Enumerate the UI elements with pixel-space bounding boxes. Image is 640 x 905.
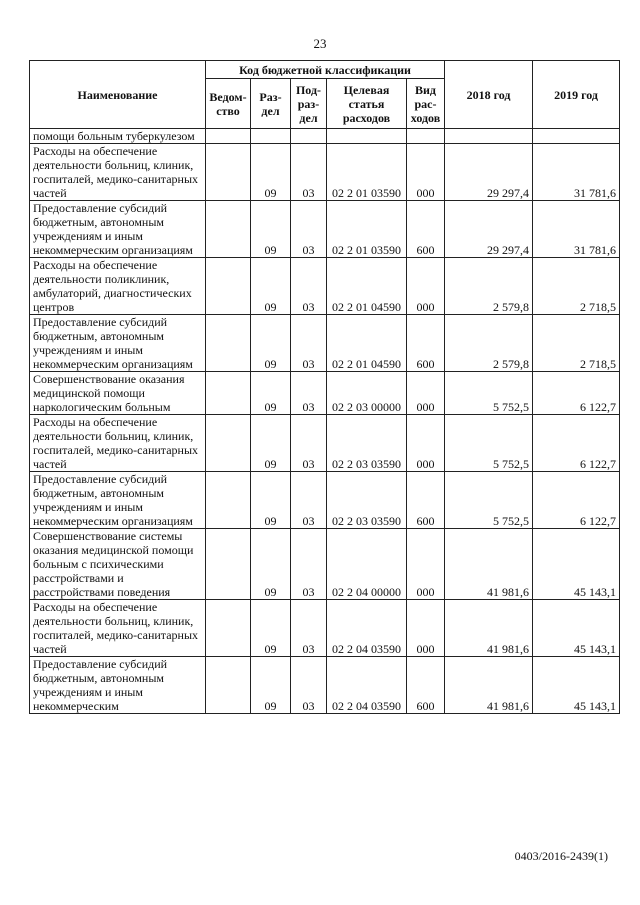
header-podrazdel: Под-раз-дел — [291, 79, 327, 129]
cell-celevaya-statya: 02 2 04 03590 — [327, 657, 407, 714]
cell-vid-rashodov: 000 — [407, 415, 445, 472]
cell-podrazdel: 03 — [291, 600, 327, 657]
cell-name: Предоставление субсидий бюджетным, автономным учреждениям и иным некоммерческим организациям — [30, 201, 206, 258]
cell-vid-rashodov: 000 — [407, 529, 445, 600]
cell-vedomstvo — [206, 144, 251, 201]
cell-celevaya-statya: 02 2 04 03590 — [327, 600, 407, 657]
cell-name: Совершенствование оказания медицинской помощи наркологическим больным — [30, 372, 206, 415]
table-body — [30, 129, 620, 714]
cell-celevaya-statya: 02 2 03 00000 — [327, 372, 407, 415]
table-row — [30, 472, 620, 529]
cell-vedomstvo — [206, 129, 251, 144]
cell-vid-rashodov — [407, 129, 445, 144]
cell-vid-rashodov: 600 — [407, 472, 445, 529]
cell-2018: 2 579,8 — [445, 315, 533, 372]
cell-razdel: 09 — [251, 657, 291, 714]
cell-podrazdel: 03 — [291, 315, 327, 372]
cell-2018: 41 981,6 — [445, 529, 533, 600]
cell-celevaya-statya: 02 2 04 00000 — [327, 529, 407, 600]
cell-vedomstvo — [206, 258, 251, 315]
header-razdel: Раз-дел — [251, 79, 291, 129]
cell-podrazdel: 03 — [291, 529, 327, 600]
cell-2018: 2 579,8 — [445, 258, 533, 315]
cell-2018: 29 297,4 — [445, 201, 533, 258]
cell-2018: 5 752,5 — [445, 415, 533, 472]
cell-name: Предоставление субсидий бюджетным, автономным учреждениям и иным некоммерческим организациям — [30, 472, 206, 529]
header-vedomstvo: Ведом-ство — [206, 79, 251, 129]
cell-podrazdel: 03 — [291, 144, 327, 201]
cell-vedomstvo — [206, 657, 251, 714]
cell-razdel: 09 — [251, 201, 291, 258]
cell-2018: 29 297,4 — [445, 144, 533, 201]
header-year-2018: 2018 год — [445, 61, 533, 129]
cell-vid-rashodov: 000 — [407, 258, 445, 315]
cell-podrazdel: 03 — [291, 657, 327, 714]
table-row — [30, 315, 620, 372]
cell-razdel: 09 — [251, 600, 291, 657]
cell-2018: 5 752,5 — [445, 472, 533, 529]
cell-2019: 45 143,1 — [533, 529, 620, 600]
cell-vedomstvo — [206, 415, 251, 472]
cell-razdel: 09 — [251, 258, 291, 315]
cell-razdel: 09 — [251, 472, 291, 529]
table-row — [30, 657, 620, 714]
cell-celevaya-statya: 02 2 01 03590 — [327, 201, 407, 258]
table-row — [30, 415, 620, 472]
cell-podrazdel: 03 — [291, 258, 327, 315]
table-row — [30, 144, 620, 201]
cell-2019: 45 143,1 — [533, 600, 620, 657]
cell-2018: 41 981,6 — [445, 657, 533, 714]
header-name: Наименование — [30, 61, 206, 129]
cell-2018 — [445, 129, 533, 144]
cell-2019: 6 122,7 — [533, 472, 620, 529]
document-number: 0403/2016-2439(1) — [514, 849, 608, 863]
cell-razdel: 09 — [251, 372, 291, 415]
cell-vid-rashodov: 600 — [407, 315, 445, 372]
cell-celevaya-statya — [327, 129, 407, 144]
table-row — [30, 201, 620, 258]
cell-podrazdel — [291, 129, 327, 144]
header-classification-group: Код бюджетной классификации — [206, 61, 445, 79]
page-number: 23 — [313, 36, 327, 51]
cell-name: Расходы на обеспечение деятельности больниц, клиник, госпиталей, медико-санитарных частей — [30, 144, 206, 201]
cell-name: Предоставление субсидий бюджетным, автономным учреждениям и иным некоммерческим организациям — [30, 315, 206, 372]
cell-vedomstvo — [206, 372, 251, 415]
cell-name: помощи больным туберкулезом — [30, 129, 206, 144]
cell-2019: 31 781,6 — [533, 201, 620, 258]
cell-podrazdel: 03 — [291, 415, 327, 472]
cell-name: Расходы на обеспечение деятельности поликлиник, амбулаторий, диагностических центров — [30, 258, 206, 315]
cell-celevaya-statya: 02 2 01 04590 — [327, 258, 407, 315]
table-row — [30, 372, 620, 415]
cell-podrazdel: 03 — [291, 372, 327, 415]
table-row — [30, 529, 620, 600]
cell-razdel: 09 — [251, 529, 291, 600]
cell-vid-rashodov: 600 — [407, 657, 445, 714]
cell-2019 — [533, 129, 620, 144]
cell-podrazdel: 03 — [291, 201, 327, 258]
cell-2018: 41 981,6 — [445, 600, 533, 657]
cell-2019: 31 781,6 — [533, 144, 620, 201]
cell-vid-rashodov: 000 — [407, 600, 445, 657]
cell-name: Совершенствование системы оказания медицинской помощи больным с психическими расстройствами и расстройствами поведения — [30, 529, 206, 600]
cell-vedomstvo — [206, 472, 251, 529]
cell-podrazdel: 03 — [291, 472, 327, 529]
cell-2019: 2 718,5 — [533, 258, 620, 315]
cell-razdel — [251, 129, 291, 144]
cell-vedomstvo — [206, 201, 251, 258]
cell-2019: 45 143,1 — [533, 657, 620, 714]
cell-celevaya-statya: 02 2 01 04590 — [327, 315, 407, 372]
header-year-2019: 2019 год — [533, 61, 620, 129]
cell-2019: 6 122,7 — [533, 415, 620, 472]
cell-name: Расходы на обеспечение деятельности больниц, клиник, госпиталей, медико-санитарных частей — [30, 600, 206, 657]
cell-celevaya-statya: 02 2 03 03590 — [327, 415, 407, 472]
cell-razdel: 09 — [251, 144, 291, 201]
cell-vid-rashodov: 000 — [407, 144, 445, 201]
cell-razdel: 09 — [251, 415, 291, 472]
cell-name: Расходы на обеспечение деятельности больниц, клиник, госпиталей, медико-санитарных частей — [30, 415, 206, 472]
cell-vid-rashodov: 000 — [407, 372, 445, 415]
cell-celevaya-statya: 02 2 01 03590 — [327, 144, 407, 201]
cell-2019: 6 122,7 — [533, 372, 620, 415]
header-vid-rashodov: Вид рас-ходов — [407, 79, 445, 129]
cell-name: Предоставление субсидий бюджетным, автономным учреждениям и иным некоммерческим — [30, 657, 206, 714]
cell-vid-rashodov: 600 — [407, 201, 445, 258]
cell-2018: 5 752,5 — [445, 372, 533, 415]
cell-vedomstvo — [206, 529, 251, 600]
table-row — [30, 258, 620, 315]
cell-2019: 2 718,5 — [533, 315, 620, 372]
cell-vedomstvo — [206, 600, 251, 657]
table-header — [30, 61, 620, 129]
budget-table — [29, 60, 620, 714]
header-celevaya-statya: Целевая статья расходов — [327, 79, 407, 129]
cell-celevaya-statya: 02 2 03 03590 — [327, 472, 407, 529]
table-row — [30, 129, 620, 144]
cell-razdel: 09 — [251, 315, 291, 372]
cell-vedomstvo — [206, 315, 251, 372]
table-row — [30, 600, 620, 657]
